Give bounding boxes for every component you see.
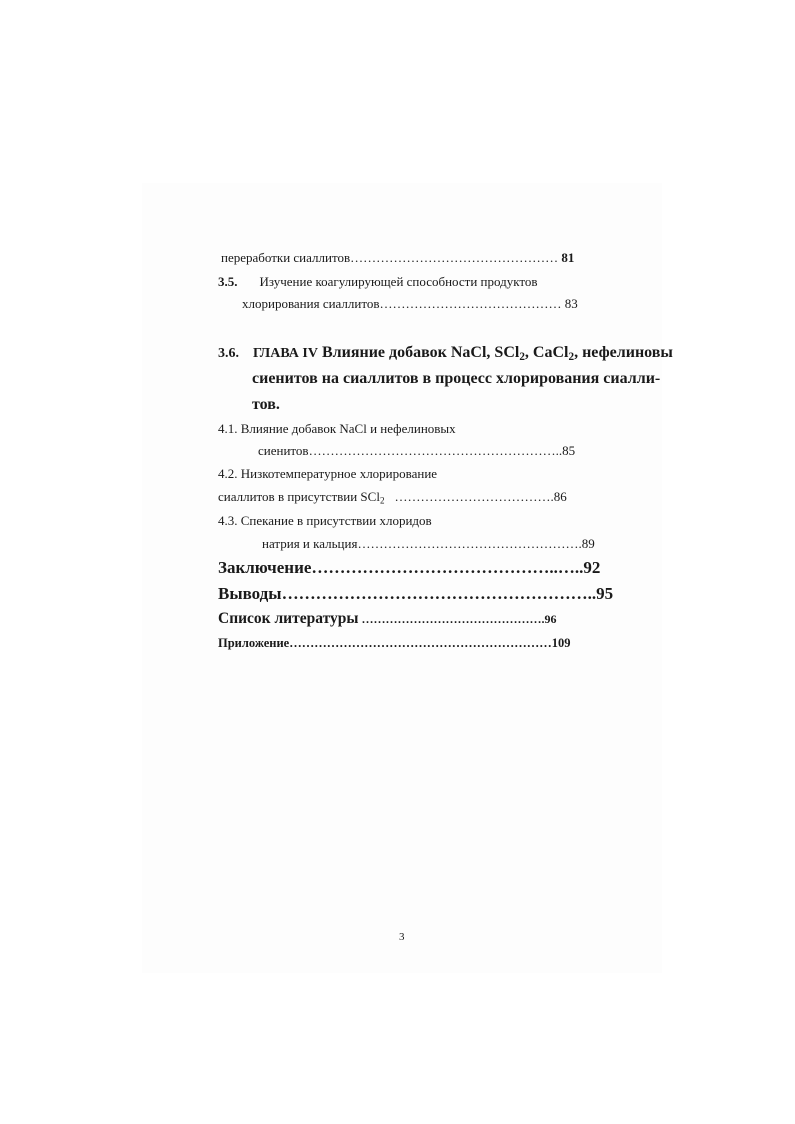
toc-dot-leader: ……………………………………………. <box>357 536 582 551</box>
toc-entry-pererabotki <box>221 251 574 264</box>
page-number: 3 <box>399 931 405 943</box>
toc-entry-3-5 <box>218 275 538 288</box>
toc-entry-text: 4.2. Низкотемпературное хлорирование <box>218 466 438 481</box>
toc-page-number: 95 <box>596 584 614 603</box>
toc-entry-text: Приложение <box>218 636 290 650</box>
toc-entry-4-1 <box>218 422 456 435</box>
toc-entry-text: Заключение <box>218 558 312 577</box>
toc-page-number: 83 <box>564 296 578 311</box>
toc-page-number: 81 <box>561 250 575 265</box>
toc-entry-text: натрия и кальция <box>262 536 358 551</box>
toc-page-number: 109 <box>551 636 571 650</box>
toc-chapter-title: Влияние добавок NaCl, SCl <box>321 344 520 361</box>
toc-dot-leader: ……………………………………..….. <box>311 558 584 577</box>
toc-dot-leader: ………………………………………. <box>358 612 545 626</box>
toc-entry-text: Выводы <box>218 584 282 603</box>
toc-chapter-title-cont: , CaCl <box>524 344 569 361</box>
toc-dot-leader: ………………………………………… <box>350 250 559 265</box>
toc-chapter-title: сиенитов на сиаллитов в процесс хлорирования сиалли- <box>252 370 661 387</box>
toc-entry-4-2 <box>218 467 437 480</box>
toc-entry-vyvody <box>218 585 613 602</box>
toc-entry-4-1-cont <box>258 444 575 457</box>
toc-entry-4-3-cont <box>262 537 595 550</box>
toc-entry-text: 4.1. Влияние добавок NaCl и нефелиновых <box>218 421 456 436</box>
toc-dot-leader: ……………………………………………………… <box>289 636 552 650</box>
toc-page-number: 96 <box>544 612 557 626</box>
toc-chapter-heading-line2 <box>252 371 660 387</box>
toc-chapter-heading <box>218 345 673 361</box>
toc-entry-zaklyuchenie <box>218 559 600 576</box>
toc-chapter-title: тов. <box>252 396 280 413</box>
toc-page-number: 89 <box>581 536 595 551</box>
toc-page-number: 92 <box>583 558 601 577</box>
toc-section-number: 3.5. <box>218 274 238 289</box>
toc-page-number: 86 <box>553 489 567 504</box>
toc-chapter-label: ГЛАВА IV <box>253 346 318 361</box>
toc-dot-leader: …………………………………… <box>379 296 562 311</box>
toc-dot-leader: ………………………………. <box>394 489 554 504</box>
toc-chapter-title-cont: , нефелиновы <box>574 344 673 361</box>
toc-section-number: 3.6. <box>218 346 239 361</box>
toc-entry-text: переработки сиаллитов <box>221 250 351 265</box>
toc-entry-3-5-cont <box>242 297 578 310</box>
toc-entry-text: сиенитов <box>258 443 309 458</box>
toc-entry-text: 4.3. Спекание в присутствии хлоридов <box>218 513 432 528</box>
subscript: 2 <box>379 495 385 506</box>
toc-dot-leader: ……………………………………………….. <box>281 584 597 603</box>
toc-chapter-heading-line3 <box>252 397 280 413</box>
toc-entry-prilozhenie <box>218 637 570 650</box>
toc-entry-text: хлорирования сиаллитов <box>242 296 380 311</box>
toc-entry-text: Изучение коагулирующей способности продуктов <box>259 274 538 289</box>
toc-entry-4-2-cont <box>218 489 567 506</box>
toc-dot-leader: ………………………………………………….. <box>308 443 563 458</box>
subscript: 2 <box>568 350 575 363</box>
toc-entry-text: Список литературы <box>218 610 359 627</box>
toc-entry-4-3 <box>218 514 432 527</box>
toc-page-number: 85 <box>562 443 576 458</box>
toc-entry-text: сиаллитов в присутствии SCl <box>218 489 380 504</box>
subscript: 2 <box>519 350 525 363</box>
toc-entry-spisok <box>218 611 556 627</box>
